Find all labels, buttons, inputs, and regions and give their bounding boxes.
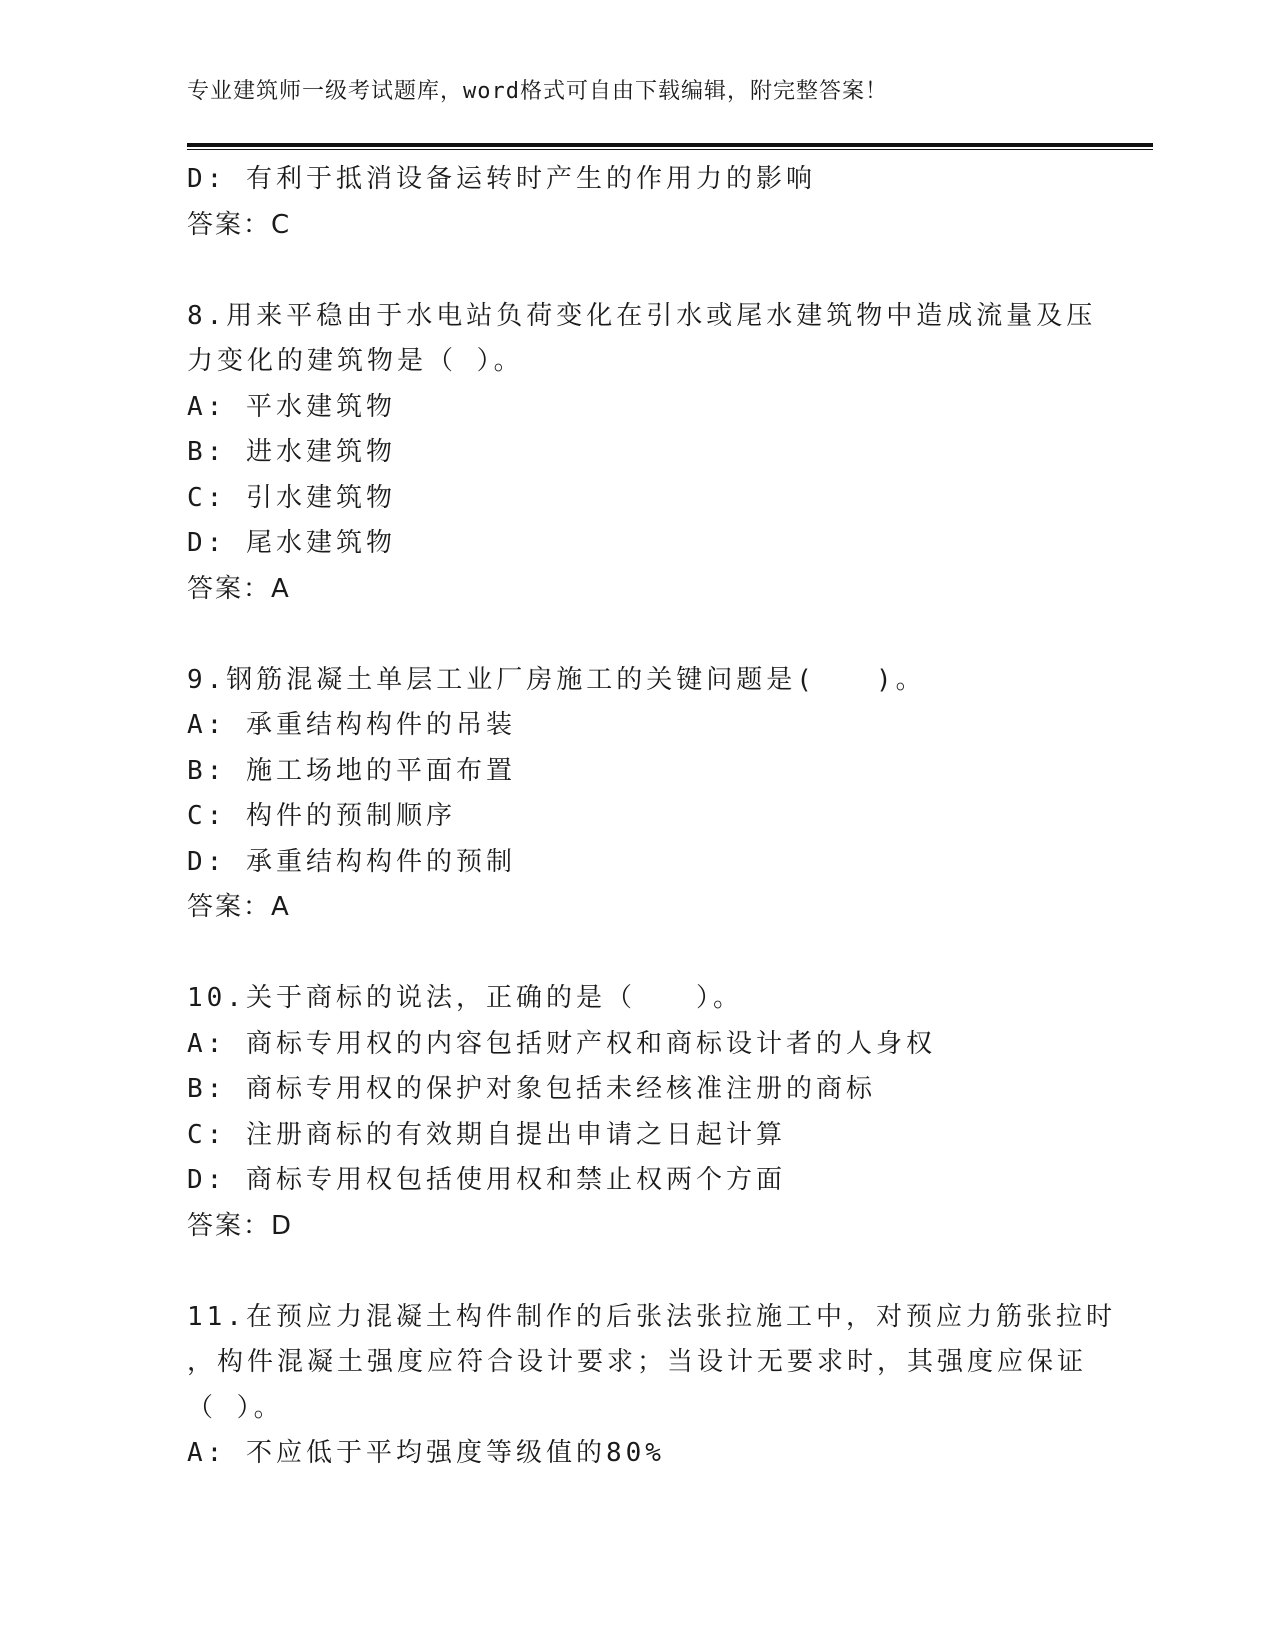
q9-option-d: D: 承重结构构件的预制 [187,846,516,877]
q11-option-a: A: 不应低于平均强度等级值的80% [187,1438,665,1468]
q10-option-d: D: 商标专用权包括使用权和禁止权两个方面 [187,1165,786,1195]
header-rule-thick [187,143,1153,147]
question-content [187,157,1116,1477]
q8-option-c: C: 引水建筑物 [187,482,396,513]
spacer [187,931,1087,977]
q9-option-c: C: 构件的预制顺序 [187,801,456,831]
header-rule-thin [187,149,1153,150]
spacer [187,1249,1087,1295]
q8-option-b: B: 进水建筑物 [187,437,396,467]
q9-answer: 答案：A [187,892,291,922]
prev-option-d: D: 有利于抵消设备运转时产生的作用力的影响 [187,164,816,194]
spacer [187,248,1087,294]
q11-stem-line3: （ ）。 [187,1392,284,1423]
q8-stem-line1: 8.用来平稳由于水电站负荷变化在引水或尾水建筑物中造成流量及压 [187,300,1097,331]
q10-stem-line1: 10.关于商标的说法，正确的是（ ）。 [187,983,743,1013]
q10-answer: 答案：D [187,1210,294,1241]
q9-option-a: A: 承重结构构件的吊装 [187,710,516,740]
q10-option-a: A: 商标专用权的内容包括财产权和商标设计者的人身权 [187,1028,936,1059]
q8-answer: 答案：A [187,573,291,604]
q8-option-a: A: 平水建筑物 [187,391,396,422]
q11-stem-line1: 11.在预应力混凝土构件制作的后张法张拉施工中，对预应力筋张拉时 [187,1301,1116,1332]
q8-option-d: D: 尾水建筑物 [187,528,396,558]
q10-option-c: C: 注册商标的有效期自提出申请之日起计算 [187,1119,786,1150]
prev-answer: 答案：C [187,209,292,240]
page-header: 专业建筑师一级考试题库，word格式可自由下载编辑，附完整答案！ [187,79,888,104]
q11-stem-line2: ，构件混凝土强度应符合设计要求；当设计无要求时，其强度应保证 [187,1347,1088,1377]
q8-stem-line2: 力变化的建筑物是（ ）。 [187,346,524,376]
spacer [187,612,1087,658]
q10-option-b: B: 商标专用权的保护对象包括未经核准注册的商标 [187,1074,876,1104]
q9-option-b: B: 施工场地的平面布置 [187,755,516,786]
q9-stem-line1: 9.钢筋混凝土单层工业厂房施工的关键问题是( )。 [187,664,926,695]
